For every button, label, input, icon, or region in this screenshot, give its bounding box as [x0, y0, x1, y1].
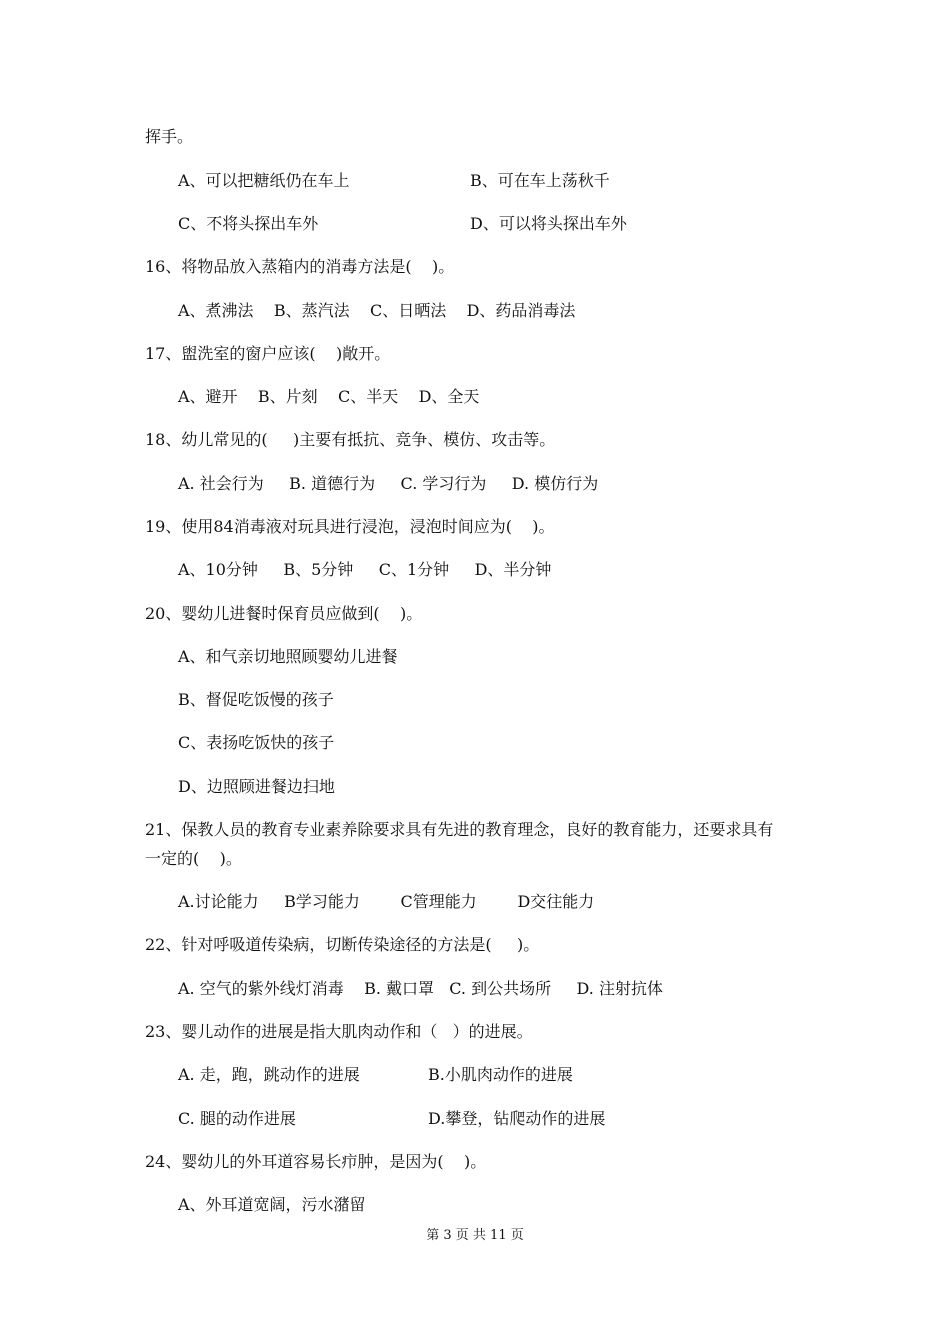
question-20-option-b: B、督促吃饭慢的孩子: [178, 690, 334, 709]
page-footer: 第 3 页 共 11 页: [426, 1228, 524, 1243]
question-22-options: A. 空气的紫外线灯消毒 B. 戴口罩 C. 到公共场所 D. 注射抗体: [178, 979, 663, 998]
question-23-option-c: C. 腿的动作进展: [178, 1109, 296, 1128]
question-20-option-c: C、表扬吃饭快的孩子: [178, 733, 335, 752]
question-24-option-a: A、外耳道宽阔，污水潴留: [178, 1195, 366, 1214]
question-16-options: A、煮沸法 B、蒸汽法 C、日晒法 D、药品消毒法: [178, 301, 576, 320]
option-c: C、不将头探出车外: [178, 214, 319, 233]
question-19: 19、使用84消毒液对玩具进行浸泡，浸泡时间应为( )。: [145, 517, 555, 536]
question-20-option-d: D、边照顾进餐边扫地: [178, 777, 335, 796]
question-24: 24、婴幼儿的外耳道容易长疖肿，是因为( )。: [145, 1152, 487, 1171]
question-22: 22、针对呼吸道传染病，切断传染途径的方法是( )。: [145, 935, 540, 954]
question-20-option-a: A、和气亲切地照顾婴幼儿进餐: [178, 647, 398, 666]
option-d: D、可以将头探出车外: [470, 214, 627, 233]
question-21: 21、保教人员的教育专业素养除要求具有先进的教育理念，良好的教育能力，还要求具有: [145, 820, 774, 839]
question-21-continued: 一定的( )。: [145, 849, 242, 868]
question-23: 23、婴儿动作的进展是指大肌肉动作和（ ）的进展。: [145, 1022, 533, 1041]
question-17-options: A、避开 B、片刻 C、半天 D、全天: [178, 387, 480, 406]
question-20: 20、婴幼儿进餐时保育员应做到( )。: [145, 604, 423, 623]
option-b: B、可在车上荡秋千: [470, 171, 610, 190]
question-23-option-d: D.攀登，钻爬动作的进展: [428, 1109, 606, 1128]
question-18-options: A. 社会行为 B. 道德行为 C. 学习行为 D. 模仿行为: [178, 474, 599, 493]
question-23-option-b: B.小肌肉动作的进展: [428, 1065, 573, 1084]
question-18: 18、幼儿常见的( )主要有抵抗、竞争、模仿、攻击等。: [145, 430, 556, 449]
question-17: 17、盥洗室的窗户应该( )敞开。: [145, 344, 391, 363]
question-23-option-a: A. 走，跑，跳动作的进展: [178, 1065, 360, 1084]
question-16: 16、将物品放入蒸箱内的消毒方法是( )。: [145, 257, 455, 276]
question-21-options: A.讨论能力 B学习能力 C管理能力 D交往能力: [178, 892, 595, 911]
continuation-text: 挥手。: [145, 127, 194, 146]
question-19-options: A、10分钟 B、5分钟 C、1分钟 D、半分钟: [178, 560, 552, 579]
option-a: A、可以把糖纸仍在车上: [178, 171, 350, 190]
